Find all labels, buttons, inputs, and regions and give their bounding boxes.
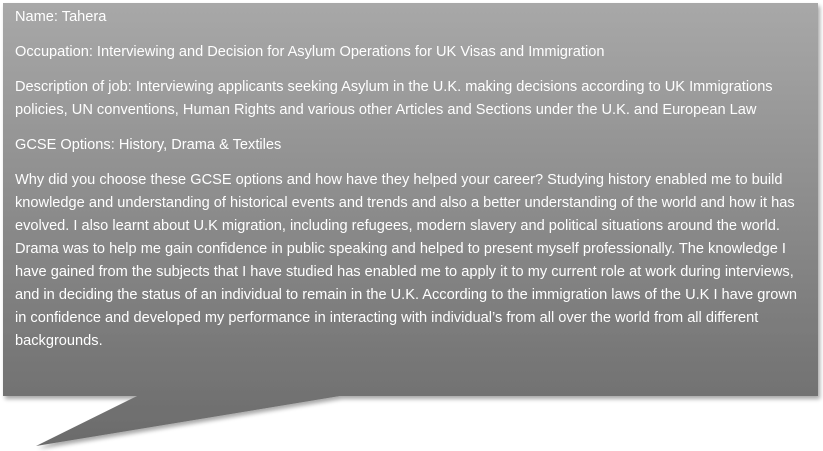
name-line: Name: Tahera [15,9,107,25]
gcse-answer-paragraph: Why did you choose these GCSE options and how have they helped your career? Studying history enabled me to build knowledge and understanding of historical events and trends and also a better understanding of the world and how it has evolved. I also learnt about U.K migration, including refugees, modern slavery and political situations around the world. Drama was to help me gain confidence in public speaking and helped to present myself professionally. The knowledge I have gained from the subjects that I have studied has enabled me to apply it to my current role at work during interviews, and in deciding the status of an individual to remain in the U.K. According to the immigration laws of the U.K I have grown in confidence and developed my performance in interacting with individual’s from all over the world from all different backgrounds. [15,172,798,349]
callout-text [15,6,812,353]
gcse-options-line: GCSE Options: History, Drama & Textiles [15,137,282,153]
job-description: Description of job: Interviewing applicants seeking Asylum in the U.K. making decisions according to UK Immigrations policies, UN conventions, Human Rights and various other Articles and Sections under the U.K. and European Law [15,79,773,118]
occupation-line: Occupation: Interviewing and Decision for Asylum Operations for UK Visas and Immigration [15,44,605,60]
